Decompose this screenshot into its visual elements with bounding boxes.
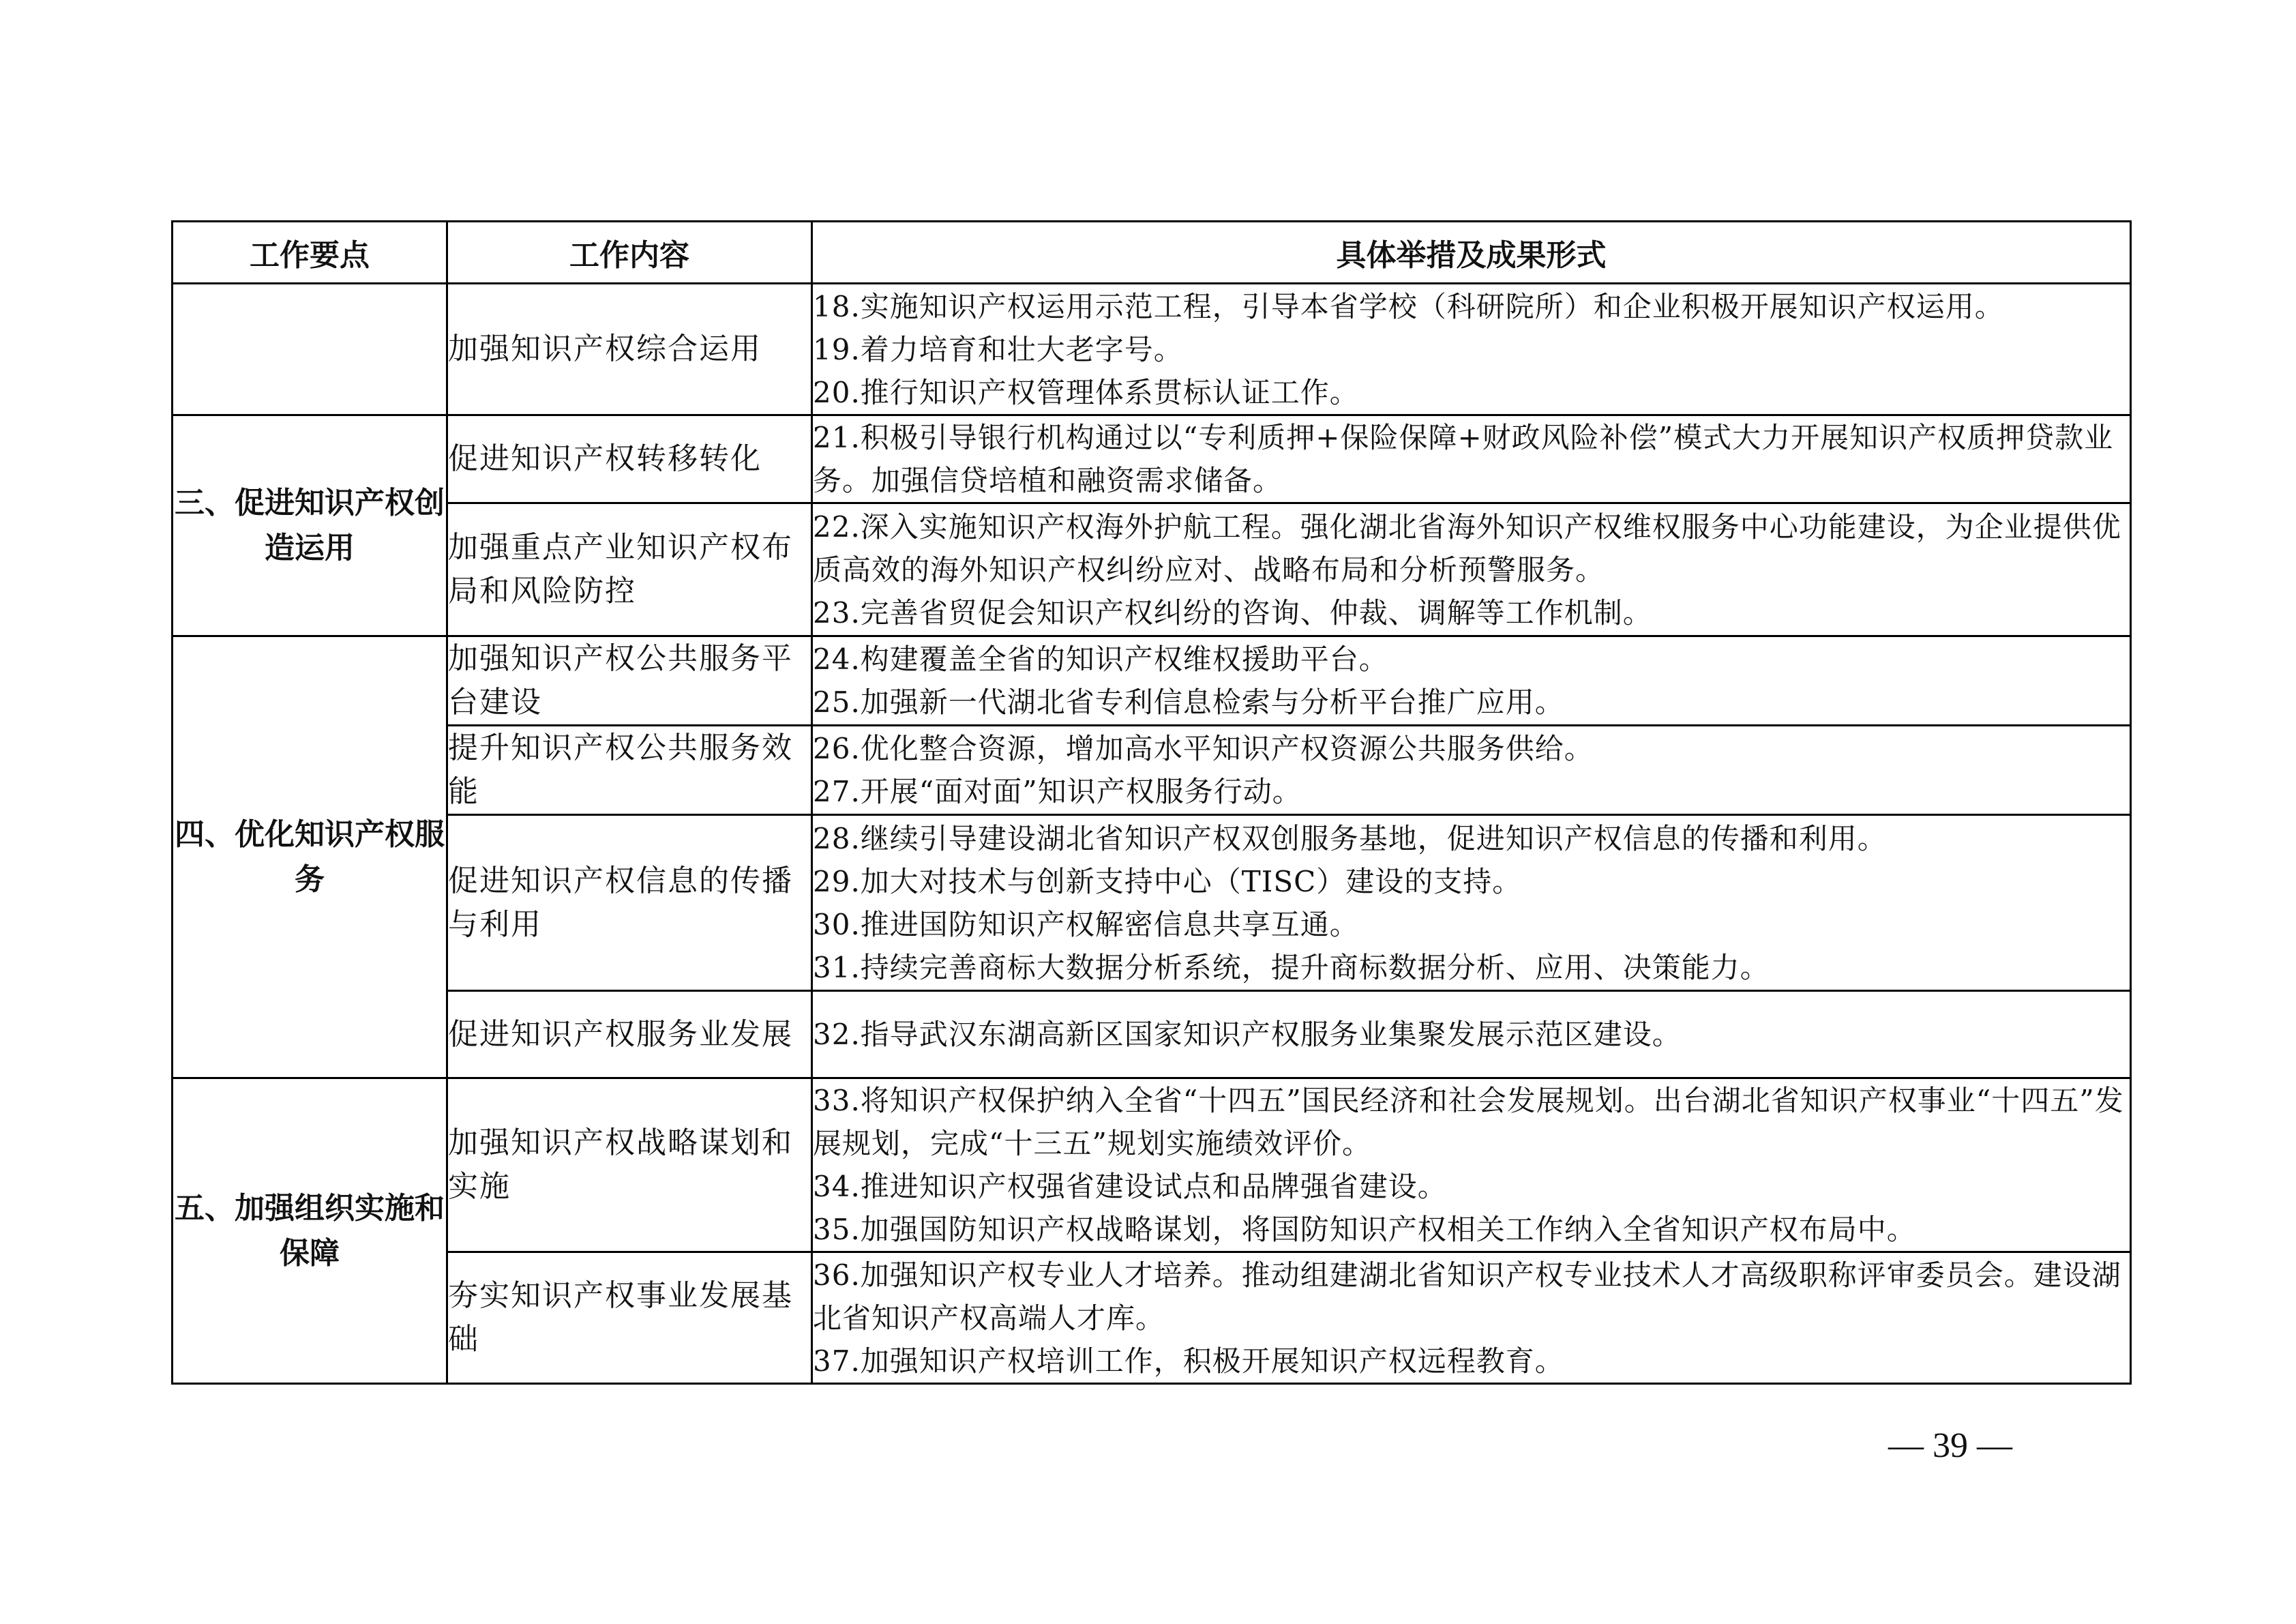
work-point-cell: 四、优化知识产权服务 bbox=[173, 636, 447, 1078]
measures-cell bbox=[812, 726, 2131, 815]
work-content-cell: 加强知识产权公共服务平台建设 bbox=[447, 636, 812, 726]
work-content-cell: 夯实知识产权事业发展基础 bbox=[447, 1252, 812, 1384]
work-content-cell: 加强知识产权综合运用 bbox=[447, 284, 812, 415]
measures-cell bbox=[812, 815, 2131, 991]
work-content-cell: 提升知识产权公共服务效能 bbox=[447, 726, 812, 815]
measure-item: 23.完善省贸促会知识产权纠纷的咨询、仲裁、调解等工作机制。 bbox=[813, 595, 1652, 630]
measures-cell bbox=[812, 503, 2131, 636]
measure-item: 36.加强知识产权专业人才培养。推动组建湖北省知识产权专业技术人才高级职称评审委员会。建设湖北省知识产权高端人才库。 bbox=[813, 1258, 2121, 1335]
measure-item: 34.推进知识产权强省建设试点和品牌强省建设。 bbox=[813, 1170, 1447, 1203]
work-content-cell: 促进知识产权信息的传播与利用 bbox=[447, 815, 812, 991]
work-content-cell: 加强重点产业知识产权布局和风险防控 bbox=[447, 503, 812, 636]
work-plan-table bbox=[171, 220, 2132, 1385]
table-row bbox=[173, 1252, 2131, 1384]
table-row bbox=[173, 503, 2131, 636]
measure-item: 33.将知识产权保护纳入全省“十四五”国民经济和社会发展规划。出台湖北省知识产权事业“十四五”发展规划，完成“十三五”规划实施绩效评价。 bbox=[813, 1084, 2124, 1160]
table-row bbox=[173, 284, 2131, 415]
measure-item: 24.构建覆盖全省的知识产权维权援助平台。 bbox=[813, 643, 1388, 676]
work-content-cell: 促进知识产权服务业发展 bbox=[447, 991, 812, 1078]
table-row bbox=[173, 636, 2131, 726]
measure-item: 27.开展“面对面”知识产权服务行动。 bbox=[813, 775, 1302, 808]
work-point-cell bbox=[173, 284, 447, 415]
table-row bbox=[173, 1078, 2131, 1252]
table-header-row bbox=[173, 222, 2131, 284]
measures-cell bbox=[812, 284, 2131, 415]
measure-item: 35.加强国防知识产权战略谋划，将国防知识产权相关工作纳入全省知识产权布局中。 bbox=[813, 1213, 1916, 1246]
measure-item: 21.积极引导银行机构通过以“专利质押+保险保障+财政风险补偿”模式大力开展知识产权质押贷款业务。加强信贷培植和融资需求储备。 bbox=[813, 421, 2114, 497]
measures-cell bbox=[812, 415, 2131, 503]
measure-item: 37.加强知识产权培训工作，积极开展知识产权远程教育。 bbox=[813, 1344, 1564, 1378]
work-content-cell: 加强知识产权战略谋划和实施 bbox=[447, 1078, 812, 1252]
measure-item: 31.持续完善商标大数据分析系统，提升商标数据分析、应用、决策能力。 bbox=[813, 950, 1770, 984]
header-measures: 具体举措及成果形式 bbox=[812, 222, 2131, 284]
measures-cell bbox=[812, 1078, 2131, 1252]
page-number: — 39 — bbox=[1888, 1426, 2012, 1465]
measures-cell bbox=[812, 1252, 2131, 1384]
work-point-cell: 五、加强组织实施和保障 bbox=[173, 1078, 447, 1384]
table-row bbox=[173, 415, 2131, 503]
measure-item: 32.指导武汉东湖高新区国家知识产权服务业集聚发展示范区建设。 bbox=[813, 1018, 1682, 1051]
measure-item: 20.推行知识产权管理体系贯标认证工作。 bbox=[813, 375, 1359, 409]
measures-cell bbox=[812, 991, 2131, 1078]
measure-item: 18.实施知识产权运用示范工程，引导本省学校（科研院所）和企业积极开展知识产权运用。 bbox=[813, 289, 2004, 323]
measure-item: 19.着力培育和壮大老字号。 bbox=[813, 332, 1183, 366]
work-content-cell: 促进知识产权转移转化 bbox=[447, 415, 812, 503]
table-row bbox=[173, 726, 2131, 815]
measures-cell bbox=[812, 636, 2131, 726]
work-point-cell: 三、促进知识产权创造运用 bbox=[173, 415, 447, 636]
header-work-content: 工作内容 bbox=[447, 222, 812, 284]
measure-item: 29.加大对技术与创新支持中心（TISC）建设的支持。 bbox=[813, 864, 1522, 898]
measure-item: 25.加强新一代湖北省专利信息检索与分析平台推广应用。 bbox=[813, 685, 1564, 719]
measure-item: 28.继续引导建设湖北省知识产权双创服务基地，促进知识产权信息的传播和利用。 bbox=[813, 821, 1887, 855]
table-row bbox=[173, 815, 2131, 991]
table-row bbox=[173, 991, 2131, 1078]
measure-item: 22.深入实施知识产权海外护航工程。强化湖北省海外知识产权维权服务中心功能建设，为企业提供优质高效的海外知识产权纠纷应对、战略布局和分析预警服务。 bbox=[813, 510, 2121, 587]
measure-item: 30.推进国防知识产权解密信息共享互通。 bbox=[813, 907, 1359, 941]
header-work-point: 工作要点 bbox=[173, 222, 447, 284]
measure-item: 26.优化整合资源，增加高水平知识产权资源公共服务供给。 bbox=[813, 732, 1594, 765]
